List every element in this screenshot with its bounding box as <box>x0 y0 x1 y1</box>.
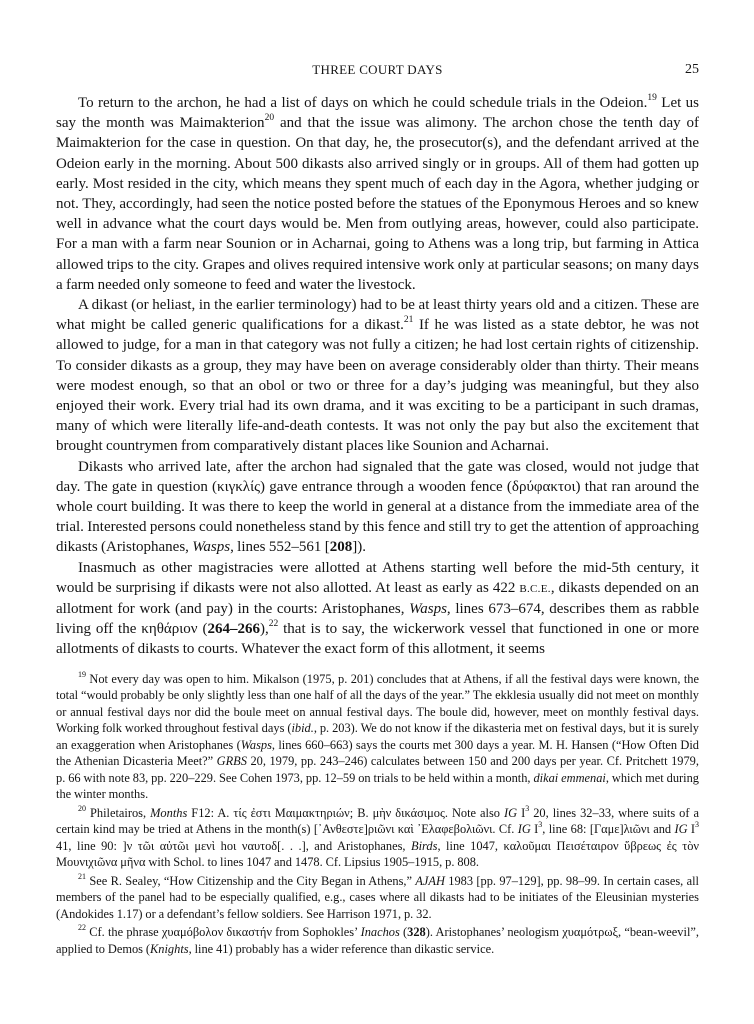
footnote-ref-19[interactable]: 19 <box>647 93 657 103</box>
term: dikai emmenai <box>533 770 606 785</box>
source-reference: 328 <box>407 925 426 940</box>
footnote-number: 22 <box>78 923 86 933</box>
running-header <box>56 60 699 82</box>
work-title: Wasps <box>409 601 447 618</box>
era-abbreviation: B.C.E. <box>519 582 551 595</box>
book-page <box>56 60 699 957</box>
source-reference: 264–266 <box>207 621 260 638</box>
footnote-21: $^{21}$ See R. Sealey, “How Citizenship and the City Began in Athens,” AJAH 1983 [pp. 97–129], pp. 98–99. In certain cases, all members of the panel had to be especially qualified, e.g., cases where all dikasts had to be initiates of the Eleusinian mysteries (Andokides 1.17) or a defendant’s fellow soldiers. See Harrison 1971, p. 32. <box>56 871 699 921</box>
paragraph-2: A dikast (or heliast, in the earlier terminology) had to be at least thirty years old and a citizen. These are what might be called generic qualifications for a dikast.$^{21}$ If he was listed as a state debtor, he was not allowed to judge, for a man in that category was not fully a citizen; he had lost certain rights of citizenship. To consider dikasts as a group, they may have been on average considerably older than thirty. Their means were modest enough, so that an obol or two or three for a day’s judging was meaningful, but they also enjoyed their work. Every trial had its own drama, and it was exciting to be a participant in such dramas, many of which were literally life-and-death contests. It was not only the pay but also the excitement that brought countrymen from comparatively distant places like Sounion and Acharnai. <box>56 297 700 455</box>
footnote-number: 20 <box>78 803 86 813</box>
paragraph-3: Dikasts who arrived late, after the archon had signaled that the gate was closed, would not judge that day. The gate in question (κιγκλίς) gave entrance through a wooden fence (δρύφακτοι) that ran around the whole court building. It was there to keep the world in general at a distance from the immediate area of the trial. Interested persons could nonetheless stand by this fence and still try to get the attention of approaching dikasts (Aristophanes, Wasps, lines 552–561 [208]). <box>56 458 699 556</box>
work-title: Inachos <box>360 925 400 940</box>
paragraph-4: Inasmuch as other magistracies were allotted at Athens starting well before the mid-5th century, it would be surprising if dikasts were not also allotted. At least as early as 422 B.C.E., dikasts depended on an allotment for work (and pay) in the courts: Aristophanes, Wasps, lines 673–674, describes them as rabble living off the κηθάριον (264–266),$^{22}$ that is to say, the wickerwork vessel that functioned in one or more allotments of dikasts to courts. Whatever the exact form of this allotment, it seems <box>56 559 700 658</box>
footnote-22: $^{22}$ Cf. the phrase χυαμόβολον δικαστήν from Sophokles’ Inachos (328). Aristophanes’ neologism χυαμότρωξ, “bean-weevil”, applied to Demos (Knights, line 41) probably has a wider reference than dikastic service. <box>56 923 699 956</box>
footnotes <box>56 671 699 958</box>
work-title: Birds <box>411 838 438 853</box>
page-number: 25 <box>685 62 699 77</box>
footnote-ref-22[interactable]: 22 <box>268 619 279 630</box>
source-reference: 208 <box>329 539 353 556</box>
footnote-20: $^{20}$ Philetairos, Months F12: A. τίς ἐστι Μαιμακτηριών; B. μὴν δικάσιμος. Note also IG $I^3$ 20, lines 32–33, where suits of a certain kind may be tried at Athens in the month(s) [᾿Ανθεστε]ριῶνι καὶ ᾿Ελαφεβολιῶνι. Cf. IG $I^3$, line 68: [Γαμε]λιῶνι and IG $I^3$ 41, line 90: ]ν τῶι αὐτῶι μενὶ hοι ναυτοδ[. . .], and Aristophanes, Birds, line 1047, καλοῦμαι Πεισέταιρον ὕβρεως ἐς τὸν Μουνιχιῶνα μῆνα with Schol. to lines 1047 and 1478. Cf. Lipsius 1905–1915, p. 808. <box>56 803 700 870</box>
paragraph-1: To return to the archon, he had a list of days on which he could schedule trials in the Odeion.$^{19}$ Let us say the month was Maimakterion$^{20}$ and that the issue was alimony. The archon chose the tenth day of Maimakterion for the case in question. On that day, he, the prosecutor(s), and the defendant arrived at the Odeion early in the morning. About 500 dikasts also arrived singly or in groups. All of them had gotten up early. Most resided in the city, which means they spent much of each day in the Agora, whether judging or not. They, accordingly, had seen the notice posted before the statues of the Eponymous Heroes and so knew well in advance what the court days would be. Men from outlying areas, however, could also participate. For a man with a farm near Sounion or in Acharnai, going to Athens was a long trip, but farming in Attica allowed trips to the city. Grapes and olives required intensive work only at particular seasons; on many days a farm needed only someone to feed and water the livestock. <box>56 93 699 293</box>
footnote-ref-21[interactable]: 21 <box>403 315 414 326</box>
footnote-19: $^{19}$ Not every day was open to him. Mikalson (1975, p. 201) concludes that at Athens, if all the festival days were known, the total “would probably be only slightly less than one half of all the days of the year.” The ekklesia usually did not meet on monthly or annual festival days nor did the boule meet on annual festival days. The boule did, however, meet on monthly festival days. Working folk worked throughout festival days (ibid., p. 203). We do not know if the dikasteria met on festival days, but it is surely an exaggeration when Aristophanes (Wasps, lines 660–663) says the courts met 300 days a year. M. H. Hansen (“How Often Did the Athenian Dicasteria Meet?” GRBS 20, 1979, pp. 243–246) calculates between 150 and 200 days per year. Cf. Pritchett 1979, p. 66 with note 83, pp. 220–229. See Cohen 1973, pp. 12–59 on trials to be held within a month, dikai emmenai, which met during the winter months. <box>56 669 700 802</box>
work-title: Knights <box>150 941 189 956</box>
journal-title: GRBS <box>216 754 247 769</box>
running-title: THREE COURT DAYS <box>312 62 443 77</box>
work-title: Months <box>150 805 188 820</box>
work-title: Wasps <box>192 539 231 556</box>
footnote-number: 19 <box>78 669 86 679</box>
main-text <box>56 93 699 660</box>
work-title: Wasps <box>240 737 272 752</box>
footnote-number: 21 <box>78 871 86 881</box>
journal-title: AJAH <box>415 873 445 888</box>
footnote-ref-20[interactable]: 20 <box>264 113 275 124</box>
